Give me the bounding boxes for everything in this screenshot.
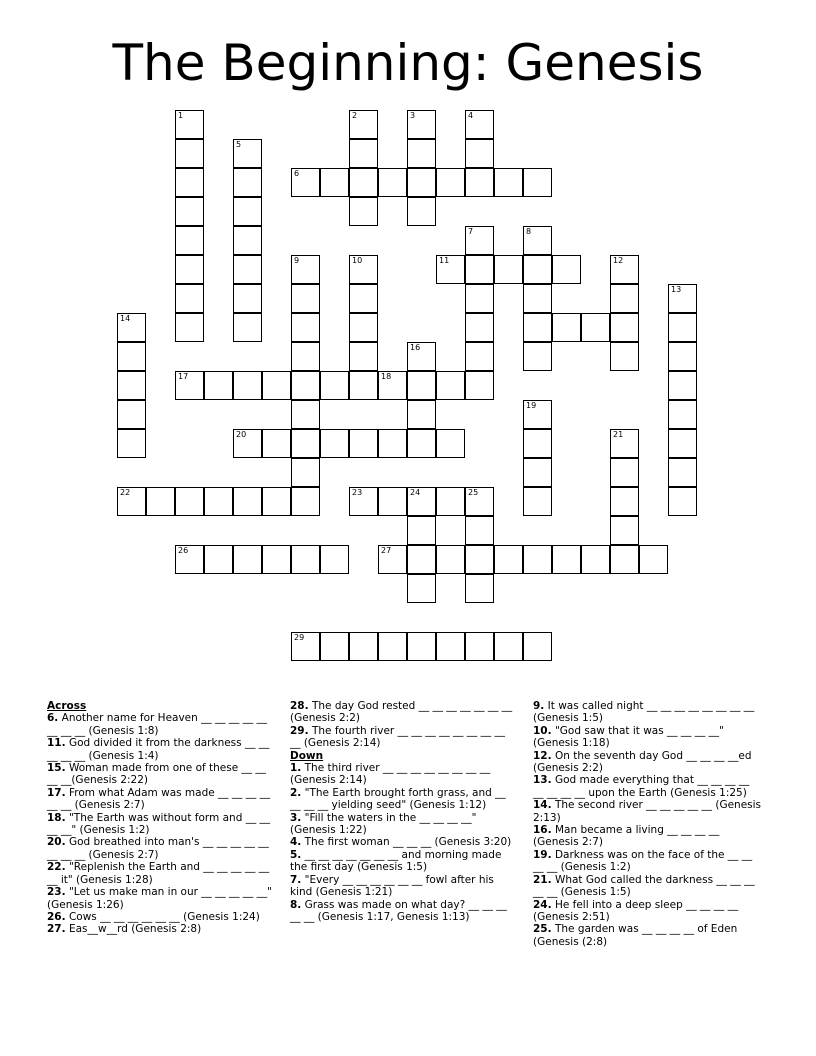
clue-number: 8 — [526, 227, 532, 236]
grid-cell[interactable] — [407, 487, 436, 516]
grid-cell[interactable] — [349, 632, 378, 661]
clue-text: "The Earth was without form and __ __ __ __" (Genesis 1:2) — [47, 811, 271, 837]
grid-cell[interactable] — [262, 487, 291, 516]
grid-cell[interactable] — [465, 110, 494, 139]
clue-item — [533, 725, 763, 750]
grid-cell[interactable] — [668, 400, 697, 429]
grid-cell[interactable] — [610, 313, 639, 342]
grid-cell[interactable] — [291, 284, 320, 313]
clue-text: Another name for Heaven __ __ __ __ __ __ __ __ (Genesis 1:8) — [47, 712, 267, 737]
grid-cell[interactable] — [523, 400, 552, 429]
clue-number: 21 — [613, 430, 624, 439]
clue-text: The day God rested __ __ __ __ __ __ __ (Genesis 2:2) — [290, 700, 513, 725]
grid-cell[interactable] — [320, 632, 349, 661]
grid-cell[interactable] — [407, 139, 436, 168]
grid-cell[interactable] — [436, 255, 465, 284]
clue-label-number: 1. — [290, 762, 302, 775]
grid-cell[interactable] — [378, 545, 407, 574]
clue-label-number: 6. — [47, 712, 59, 725]
grid-cell[interactable] — [523, 313, 552, 342]
clue-text: The first woman __ __ __ (Genesis 3:20) — [304, 836, 512, 849]
grid-cell[interactable] — [175, 139, 204, 168]
grid-cell[interactable] — [465, 487, 494, 516]
grid-cell[interactable] — [610, 458, 639, 487]
grid-cell[interactable] — [233, 197, 262, 226]
clues-column-3 — [533, 700, 763, 948]
clue-number: 18 — [381, 372, 392, 381]
clue-label-number: 12. — [533, 749, 552, 762]
grid-cell[interactable] — [233, 487, 262, 516]
grid-cell[interactable] — [668, 284, 697, 313]
grid-cell[interactable] — [349, 139, 378, 168]
grid-cell[interactable] — [407, 516, 436, 545]
grid-cell[interactable] — [465, 255, 494, 284]
clue-label-number: 28. — [290, 700, 309, 712]
grid-cell[interactable] — [552, 255, 581, 284]
grid-cell[interactable] — [175, 226, 204, 255]
clue-item — [47, 923, 279, 935]
clue-number: 12 — [613, 256, 624, 265]
clue-text: God divided it from the darkness __ __ __ __ __ (Genesis 1:4) — [47, 737, 270, 762]
clue-text: "Fill the waters in the __ __ __ __" (Genesis 1:22) — [290, 811, 477, 837]
clue-number: 23 — [352, 488, 363, 497]
grid-cell[interactable] — [494, 545, 523, 574]
clue-item — [47, 886, 279, 911]
grid-cell[interactable] — [175, 168, 204, 197]
clues-section-header: Down — [290, 749, 324, 762]
clue-number: 27 — [381, 546, 392, 555]
grid-cell[interactable] — [436, 545, 465, 574]
clue-item — [47, 737, 279, 762]
grid-cell[interactable] — [349, 313, 378, 342]
grid-cell[interactable] — [407, 545, 436, 574]
clue-number: 17 — [178, 372, 189, 381]
clue-label-number: 18. — [47, 811, 66, 824]
clue-item — [47, 812, 279, 837]
grid-cell[interactable] — [349, 371, 378, 400]
grid-cell[interactable] — [291, 632, 320, 661]
grid-cell[interactable] — [291, 545, 320, 574]
clue-item — [290, 762, 518, 787]
clue-number: 3 — [410, 111, 416, 120]
grid-cell[interactable] — [291, 429, 320, 458]
clue-text: On the seventh day God __ __ __ __ed (Genesis 2:2) — [533, 749, 752, 775]
grid-cell[interactable] — [291, 342, 320, 371]
grid-cell[interactable] — [291, 458, 320, 487]
grid-cell[interactable] — [465, 168, 494, 197]
grid-cell[interactable] — [262, 545, 291, 574]
grid-cell[interactable] — [581, 545, 610, 574]
clue-label-number: 2. — [290, 786, 302, 799]
clue-number: 4 — [468, 111, 474, 120]
grid-cell[interactable] — [436, 371, 465, 400]
clue-label-number: 16. — [533, 824, 552, 837]
clue-text: The garden was __ __ __ __ of Eden (Genesis (2:8) — [533, 923, 738, 948]
grid-cell[interactable] — [610, 545, 639, 574]
grid-cell[interactable] — [175, 197, 204, 226]
grid-cell[interactable] — [465, 545, 494, 574]
grid-cell[interactable] — [175, 487, 204, 516]
grid-cell[interactable] — [407, 400, 436, 429]
grid-cell[interactable] — [465, 313, 494, 342]
clue-number: 9 — [294, 256, 300, 265]
clue-text: "Let us make man in our __ __ __ __ __" (Genesis 1:26) — [47, 886, 272, 911]
grid-cell[interactable] — [523, 226, 552, 255]
grid-cell[interactable] — [407, 342, 436, 371]
grid-cell[interactable] — [407, 574, 436, 603]
clue-item — [47, 911, 279, 923]
grid-cell[interactable] — [233, 313, 262, 342]
clue-text: "Every __ __ __ __ __ __ fowl after his kind (Genesis 1:21) — [290, 873, 494, 899]
grid-cell[interactable] — [146, 487, 175, 516]
grid-cell[interactable] — [436, 168, 465, 197]
grid-cell[interactable] — [378, 168, 407, 197]
grid-cell[interactable] — [668, 371, 697, 400]
grid-cell[interactable] — [349, 168, 378, 197]
clue-number: 5 — [236, 140, 242, 149]
clue-text: Eas__w__rd (Genesis 2:8) — [68, 923, 202, 936]
grid-cell[interactable] — [407, 197, 436, 226]
clue-text: Darkness was on the face of the __ __ __ __ (Genesis 1:2) — [533, 848, 753, 874]
clue-label-number: 17. — [47, 786, 66, 799]
grid-cell[interactable] — [117, 400, 146, 429]
grid-cell[interactable] — [494, 632, 523, 661]
grid-cell[interactable] — [117, 429, 146, 458]
clue-item — [533, 799, 763, 824]
grid-cell[interactable] — [291, 371, 320, 400]
grid-cell[interactable] — [523, 284, 552, 313]
clue-item — [47, 787, 279, 812]
grid-cell[interactable] — [349, 284, 378, 313]
clue-item — [47, 712, 279, 737]
clue-label-number: 20. — [47, 836, 66, 849]
grid-cell[interactable] — [320, 429, 349, 458]
clue-number: 29 — [294, 633, 305, 642]
clues-column-1 — [47, 700, 279, 936]
grid-cell[interactable] — [233, 284, 262, 313]
grid-cell[interactable] — [668, 313, 697, 342]
clue-label-number: 23. — [47, 886, 66, 899]
grid-cell[interactable] — [523, 458, 552, 487]
grid-cell[interactable] — [233, 545, 262, 574]
grid-cell[interactable] — [610, 516, 639, 545]
clue-text: It was called night __ __ __ __ __ __ __ __ (Genesis 1:5) — [533, 700, 755, 725]
grid-cell[interactable] — [523, 632, 552, 661]
clue-label-number: 27. — [47, 923, 66, 936]
grid-cell[interactable] — [378, 487, 407, 516]
grid-cell[interactable] — [175, 371, 204, 400]
clue-text: What God called the darkness __ __ __ __ __ (Genesis 1:5) — [533, 873, 755, 899]
clue-text: The fourth river __ __ __ __ __ __ __ __ __ (Genesis 2:14) — [290, 724, 505, 750]
clue-text: "The Earth brought forth grass, and __ __ __ __ yielding seed" (Genesis 1:12) — [290, 786, 506, 812]
grid-cell[interactable] — [233, 139, 262, 168]
clue-label-number: 7. — [290, 873, 302, 886]
clue-number: 14 — [120, 314, 131, 323]
clue-item — [290, 787, 518, 812]
clue-number: 24 — [410, 488, 421, 497]
clue-text: The second river __ __ __ __ __ (Genesis 2:13) — [533, 799, 762, 824]
clue-label-number: 24. — [533, 898, 552, 911]
clue-number: 13 — [671, 285, 682, 294]
clue-text: "Replenish the Earth and __ __ __ __ __ __ it" (Genesis 1:28) — [47, 861, 270, 886]
grid-cell[interactable] — [552, 313, 581, 342]
clue-item — [533, 700, 763, 725]
grid-cell[interactable] — [407, 110, 436, 139]
grid-cell[interactable] — [233, 226, 262, 255]
page-title: The Beginning: Genesis — [112, 34, 704, 92]
grid-cell[interactable] — [407, 371, 436, 400]
grid-cell[interactable] — [291, 487, 320, 516]
clue-text: "God saw that it was __ __ __ __" (Genesis 1:18) — [533, 724, 724, 750]
grid-cell[interactable] — [320, 545, 349, 574]
grid-cell[interactable] — [465, 342, 494, 371]
grid-cell[interactable] — [523, 255, 552, 284]
grid-cell[interactable] — [349, 429, 378, 458]
grid-cell[interactable] — [204, 371, 233, 400]
clue-label-number: 5. — [290, 848, 302, 861]
clue-item — [533, 750, 763, 775]
grid-cell[interactable] — [407, 168, 436, 197]
clue-item — [533, 899, 763, 924]
clue-number: 6 — [294, 169, 300, 178]
grid-cell[interactable] — [523, 545, 552, 574]
grid-cell[interactable] — [349, 110, 378, 139]
grid-cell[interactable] — [407, 429, 436, 458]
grid-cell[interactable] — [610, 487, 639, 516]
clue-label-number: 9. — [533, 700, 545, 712]
clue-item — [533, 774, 763, 799]
clue-item — [533, 874, 763, 899]
clue-label-number: 10. — [533, 724, 552, 737]
clue-item — [47, 836, 279, 861]
clue-number: 16 — [410, 343, 421, 352]
clue-text: God made everything that __ __ __ __ __ __ __ __ upon the Earth (Genesis 1:25) — [533, 774, 750, 799]
clue-label-number: 22. — [47, 861, 66, 874]
clue-text: From what Adam was made __ __ __ __ __ __ (Genesis 2:7) — [47, 786, 271, 812]
clue-item — [290, 836, 518, 848]
grid-cell[interactable] — [552, 545, 581, 574]
clue-number: 26 — [178, 546, 189, 555]
grid-cell[interactable] — [349, 197, 378, 226]
grid-cell[interactable] — [175, 110, 204, 139]
grid-cell[interactable] — [233, 255, 262, 284]
clue-label-number: 15. — [47, 762, 66, 775]
grid-cell[interactable] — [320, 168, 349, 197]
grid-cell[interactable] — [291, 168, 320, 197]
clue-item — [290, 849, 518, 874]
clue-label-number: 19. — [533, 848, 552, 861]
clue-number: 10 — [352, 256, 363, 265]
grid-cell[interactable] — [349, 255, 378, 284]
clue-label-number: 21. — [533, 873, 552, 886]
grid-cell[interactable] — [378, 429, 407, 458]
clues-section-header: Across — [47, 700, 87, 712]
clues-column-2 — [290, 700, 518, 923]
grid-cell[interactable] — [494, 255, 523, 284]
grid-cell[interactable] — [407, 632, 436, 661]
grid-cell[interactable] — [175, 545, 204, 574]
clue-text: Man became a living __ __ __ __ (Genesis 2:7) — [533, 824, 720, 849]
clue-label-number: 3. — [290, 811, 302, 824]
grid-cell[interactable] — [378, 371, 407, 400]
grid-cell[interactable] — [523, 429, 552, 458]
grid-cell[interactable] — [668, 342, 697, 371]
grid-cell[interactable] — [465, 574, 494, 603]
grid-cell[interactable] — [639, 545, 668, 574]
clue-text: God breathed into man's __ __ __ __ __ __ __ __ (Genesis 2:7) — [47, 836, 269, 861]
grid-cell[interactable] — [436, 632, 465, 661]
clue-item — [290, 874, 518, 899]
clue-item — [290, 899, 518, 924]
grid-cell[interactable] — [204, 487, 233, 516]
grid-cell[interactable] — [436, 429, 465, 458]
clue-item — [290, 700, 518, 725]
clue-label-number: 8. — [290, 898, 302, 911]
grid-cell[interactable] — [523, 168, 552, 197]
grid-cell[interactable] — [610, 284, 639, 313]
grid-cell[interactable] — [233, 371, 262, 400]
grid-cell[interactable] — [523, 487, 552, 516]
grid-cell[interactable] — [117, 342, 146, 371]
clue-number: 1 — [178, 111, 184, 120]
grid-cell[interactable] — [668, 458, 697, 487]
grid-cell[interactable] — [465, 371, 494, 400]
clue-text: Woman made from one of these __ __ __ __(Genesis 2:22) — [47, 762, 266, 787]
grid-cell[interactable] — [291, 255, 320, 284]
grid-cell[interactable] — [291, 313, 320, 342]
clue-number: 20 — [236, 430, 247, 439]
grid-cell[interactable] — [262, 371, 291, 400]
grid-cell[interactable] — [610, 255, 639, 284]
grid-cell[interactable] — [465, 516, 494, 545]
grid-cell[interactable] — [610, 429, 639, 458]
grid-cell[interactable] — [378, 632, 407, 661]
clue-number: 11 — [439, 256, 450, 265]
grid-cell[interactable] — [175, 255, 204, 284]
clue-text: He fell into a deep sleep __ __ __ __ (Genesis 2:51) — [533, 898, 739, 923]
clue-item — [533, 824, 763, 849]
clue-label-number: 25. — [533, 923, 552, 936]
grid-cell[interactable] — [204, 545, 233, 574]
clue-item — [533, 923, 763, 948]
grid-cell[interactable] — [465, 284, 494, 313]
grid-cell[interactable] — [233, 168, 262, 197]
clue-number: 7 — [468, 227, 474, 236]
grid-cell[interactable] — [668, 429, 697, 458]
clue-item — [47, 762, 279, 787]
grid-cell[interactable] — [581, 313, 610, 342]
clue-number: 2 — [352, 111, 358, 120]
grid-cell[interactable] — [494, 168, 523, 197]
grid-cell[interactable] — [175, 313, 204, 342]
clue-number: 25 — [468, 488, 479, 497]
grid-cell[interactable] — [117, 313, 146, 342]
grid-cell[interactable] — [465, 139, 494, 168]
grid-cell[interactable] — [349, 342, 378, 371]
clue-label-number: 13. — [533, 774, 552, 787]
clue-item — [533, 849, 763, 874]
clue-text: Grass was made on what day? __ __ __ __ __ (Genesis 1:17, Genesis 1:13) — [290, 898, 507, 923]
clue-number: 19 — [526, 401, 537, 410]
clue-label-number: 11. — [47, 737, 66, 750]
clue-item — [290, 725, 518, 750]
grid-cell[interactable] — [465, 226, 494, 255]
clue-label-number: 4. — [290, 836, 302, 849]
clue-label-number: 26. — [47, 910, 66, 923]
grid-cell[interactable] — [523, 342, 552, 371]
grid-cell[interactable] — [117, 371, 146, 400]
grid-cell[interactable] — [175, 284, 204, 313]
grid-cell[interactable] — [320, 371, 349, 400]
grid-cell[interactable] — [465, 632, 494, 661]
grid-cell[interactable] — [262, 429, 291, 458]
clue-label-number: 14. — [533, 799, 552, 812]
clue-text: __ __ __ __ __ __ __ and morning made the first day (Genesis 1:5) — [290, 848, 502, 874]
grid-cell[interactable] — [436, 487, 465, 516]
clue-item — [47, 861, 279, 886]
grid-cell[interactable] — [610, 342, 639, 371]
grid-cell[interactable] — [117, 487, 146, 516]
grid-cell[interactable] — [349, 487, 378, 516]
grid-cell[interactable] — [668, 487, 697, 516]
grid-cell[interactable] — [291, 400, 320, 429]
clue-item — [290, 812, 518, 837]
clue-label-number: 29. — [290, 724, 309, 737]
clue-text: Cows __ __ __ __ __ __ (Genesis 1:24) — [68, 910, 260, 923]
grid-cell[interactable] — [233, 429, 262, 458]
clue-number: 22 — [120, 488, 131, 497]
clue-text: The third river __ __ __ __ __ __ __ __ (Genesis 2:14) — [290, 762, 491, 787]
